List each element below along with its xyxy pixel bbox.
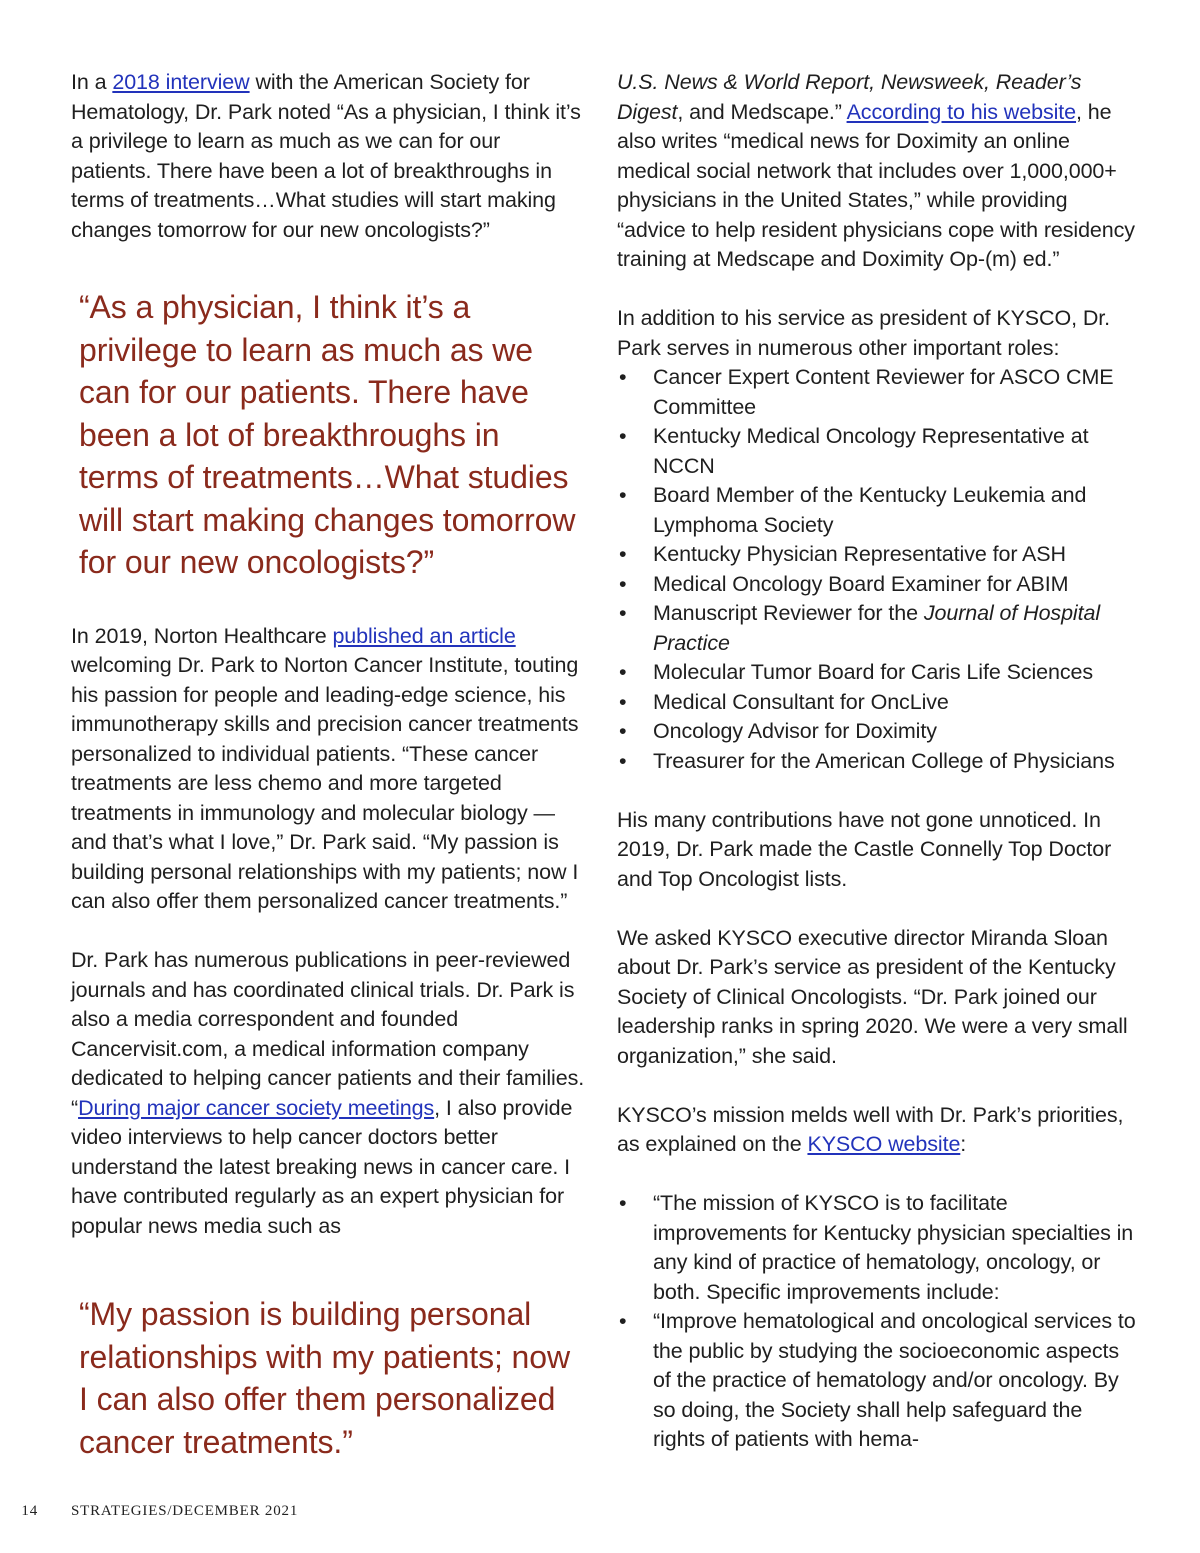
paragraph-text: :: [960, 1132, 967, 1156]
kysco-website-link[interactable]: KYSCO website: [807, 1132, 961, 1156]
list-item: • Board Member of the Kentucky Leukemia and Lymphoma Society: [617, 481, 1137, 540]
page-number: 14: [21, 1503, 38, 1519]
paragraph-text: , he also writes “medical news for Doximity an online medical social network that includes over 1,000,000+ physicians in the United States,” while providing “advice to help resident physicians cope with residency training at Medscape and Doximity Op-(m) ed.”: [617, 99, 1135, 271]
paragraph-text: Dr. Park has numerous publications in peer-reviewed journals and has coordinated clinical trials. Dr. Park is also a media correspondent and founded Cancervisit.com, a medical information company dedicated to helping cancer patients and their families. “: [71, 948, 585, 1120]
list-item: • Oncology Advisor for Doximity: [617, 717, 1137, 747]
pull-quote: “As a physician, I think it’s a privilege to learn as much as we can for our patients. There have been a lot of breakthroughs in terms of treatments…What studies will start making changes tomorrow for our new oncologists?”: [79, 289, 576, 580]
paragraph-text: In a: [71, 70, 113, 94]
media-paragraph: [617, 68, 1137, 275]
intro-paragraph: [71, 68, 586, 245]
publications-paragraph: [71, 946, 586, 1241]
list-item: • Cancer Expert Content Reviewer for ASCO CME Committee: [617, 363, 1137, 422]
recognition-paragraph: His many contributions have not gone unnoticed. In 2019, Dr. Park made the Castle Connelly Top Doctor and Top Oncologist lists.: [617, 807, 1112, 891]
list-item: • Kentucky Medical Oncology Representative at NCCN: [617, 422, 1137, 481]
right-column: [617, 68, 1137, 1455]
list-item: • “The mission of KYSCO is to facilitate improvements for Kentucky physician specialties in any kind of practice of hematology, oncology, or both. Specific improvements include:: [617, 1189, 1137, 1307]
left-column: [71, 68, 586, 1463]
norton-paragraph: [71, 622, 586, 917]
publication-names: U.S. News & World Report, Newsweek, Reader’s Digest: [617, 70, 1082, 124]
pull-quote: “My passion is building personal relationships with my patients; now I can also offer them personalized cancer treatments.”: [79, 1296, 570, 1460]
meetings-link[interactable]: During major cancer society meetings: [78, 1095, 435, 1120]
article-link[interactable]: published an article: [332, 623, 516, 648]
list-item: • Medical Consultant for OncLive: [617, 688, 1137, 718]
mission-list: [617, 1189, 1137, 1455]
list-item: [617, 599, 1137, 658]
list-item: • Medical Oncology Board Examiner for ABIM: [617, 570, 1137, 600]
director-paragraph: We asked KYSCO executive director Miranda Sloan about Dr. Park’s service as president of the Kentucky Society of Clinical Oncologists. “Dr. Park joined our leadership ranks in spring 2020. We were a very small organization,” she said.: [617, 925, 1128, 1068]
paragraph-text: welcoming Dr. Park to Norton Cancer Institute, touting his passion for people and leading-edge science, his immunotherapy skills and precision cancer treatments personalized to individual patients. “These cancer treatments are less chemo and more targeted treatments in immunology and molecular biology — and that’s what I love,” Dr. Park said. “My passion is building personal relationships with my patients; now I can also offer them personalized cancer treatments.”: [71, 653, 579, 913]
publication-name: STRATEGIES/DECEMBER 2021: [71, 1503, 299, 1519]
paragraph-text: , I also provide video interviews to help cancer doctors better understand the latest breaking news in cancer care. I have contributed regularly as an expert physician for popular news media such as: [71, 1095, 573, 1238]
list-item: • Molecular Tumor Board for Caris Life Sciences: [617, 658, 1137, 688]
list-item: • “Improve hematological and oncological services to the public by studying the socioeconomic aspects of the practice of hematology and/or oncology. By so doing, the Society shall help safeguard the rights of patients with hema-: [617, 1307, 1137, 1455]
paragraph-text: KYSCO’s mission melds well with Dr. Park’s priorities, as explained on the: [617, 1102, 1124, 1156]
list-item: • Treasurer for the American College of Physicians: [617, 747, 1137, 777]
interview-link[interactable]: 2018 interview: [112, 70, 250, 94]
roles-list: [617, 363, 1137, 776]
journal-title: Journal of Hospital Practice: [653, 601, 1101, 655]
paragraph-text: In 2019, Norton Healthcare: [71, 623, 333, 648]
list-item-text: Manuscript Reviewer for the: [653, 601, 924, 625]
list-item: • Kentucky Physician Representative for ASH: [617, 540, 1137, 570]
paragraph-text: , and Medscape.”: [677, 99, 847, 124]
website-link[interactable]: According to his website: [846, 99, 1077, 124]
mission-intro: [617, 1101, 1137, 1160]
paragraph-text: with the American Society for Hematology, Dr. Park noted “As a physician, I think it’s a privilege to learn as much as we can for our patients. There have been a lot of breakthroughs in terms of treatments…What studies will start making changes tomorrow for our new oncologists?”: [71, 70, 581, 242]
roles-intro: In addition to his service as president of KYSCO, Dr. Park serves in numerous other important roles:: [617, 306, 1111, 360]
